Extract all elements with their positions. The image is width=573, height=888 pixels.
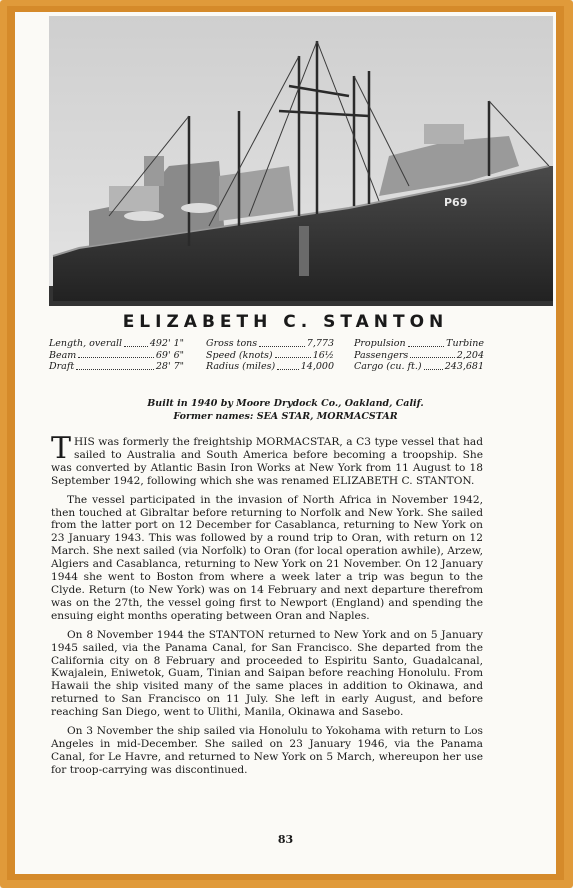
drop-cap: T	[51, 431, 72, 466]
paragraph-4: On 3 November the ship sailed via Honolulu to Yokohama with return to Los Angeles in mid-December. She sailed on 23 January 1946, via the Panama Canal, for Le Havre, and returned to New York on 5 March, whereupon her use for troop-carrying was discontinued.	[51, 725, 483, 776]
paragraph-3: On 8 November 1944 the STANTON returned to New York and on 5 January 1945 sailed, via the Panama Canal, for San Francisco. She departed from the California city on 8 February and proceeded to Espiritu Santo, Guadalcanal, Kwajalein, Eniwetok, Guam, Tinian and Saipan before reaching Honolulu. From Hawaii the ship visited many of the same places in addition to Okinawa, and returned to San Francisco on 11 July. She left in early August, and before reaching San Diego, went to Ulithi, Manila, Okinawa and Sasebo.	[51, 628, 483, 719]
spec-value: 2,204	[456, 349, 484, 361]
spec-label: Beam	[49, 349, 77, 361]
spec-label: Speed (knots)	[206, 349, 273, 361]
spec-row	[206, 350, 334, 362]
spec-label: Passengers	[354, 349, 409, 361]
spec-row	[206, 338, 334, 350]
spec-value: Turbine	[446, 338, 484, 349]
ship-title: ELIZABETH C. STANTON	[122, 312, 449, 332]
spec-label: Length, overall	[49, 338, 123, 349]
ship-photo	[49, 16, 553, 306]
spec-row	[49, 338, 184, 350]
hull-marking: P69	[444, 196, 468, 209]
spec-label: Gross tons	[206, 338, 258, 349]
spec-label: Radius (miles)	[206, 361, 276, 372]
spec-label: Draft	[49, 361, 75, 372]
spec-row	[206, 361, 334, 373]
spec-value: 16½	[312, 349, 334, 361]
spec-label: Cargo (cu. ft.)	[354, 361, 422, 372]
specs-col-dimensions	[49, 338, 184, 373]
page-number: 83	[277, 833, 294, 846]
spec-row	[354, 350, 484, 362]
build-info	[15, 397, 556, 423]
spec-row	[49, 350, 184, 362]
ship-illustration	[49, 16, 553, 306]
specs-col-capacity	[354, 338, 484, 373]
spec-row	[354, 338, 484, 350]
spec-row	[49, 361, 184, 373]
specs-col-performance	[206, 338, 334, 373]
spec-value: 28' 7"	[155, 361, 184, 372]
spec-value: 492' 1"	[149, 338, 184, 349]
spec-value: 243,681	[444, 361, 484, 372]
built-line: Built in 1940 by Moore Drydock Co., Oakland, Calif.	[147, 398, 424, 409]
spec-row	[354, 361, 484, 373]
book-page	[15, 12, 556, 874]
paragraph-1	[51, 431, 483, 488]
spec-value: 7,773	[306, 338, 334, 349]
former-names-line: Former names: SEA STAR, MORMACSTAR	[173, 411, 398, 422]
paragraph-2: The vessel participated in the invasion of North Africa in November 1942, then touched at Gibraltar before returning to Norfolk and New York. She sailed from the latter port on 12 December for Casablanca, returning to New York on 23 January 1943. This was followed by a round trip to Oran, with return on 12 March. She next sailed (via Norfolk) to Oran (for local operation awhile), Arzew, Algiers and Casablanca, returning to New York on 21 November. On 12 January 1944 she went to Boston from where a week later a trip was begun to the Clyde. Return (to New York) was on 14 February and next departure therefrom was on the 27th, the vessel going first to Newport (England) and spending the ensuing eight months operating between Oran and Naples.	[51, 493, 483, 622]
spec-value: 69' 6"	[155, 349, 184, 361]
spec-label: Propulsion	[354, 338, 406, 349]
history-text	[51, 431, 483, 783]
paragraph-1-text: HIS was formerly the freightship MORMACSTAR, a C3 type vessel that had sailed to Australia and South America before becoming a troopship. She was converted by Atlantic Basin Iron Works at New York from 11 August to 18 September 1942, following which she was renamed ELIZABETH C. STANTON.	[51, 436, 483, 487]
spec-value: 14,000	[300, 361, 334, 372]
